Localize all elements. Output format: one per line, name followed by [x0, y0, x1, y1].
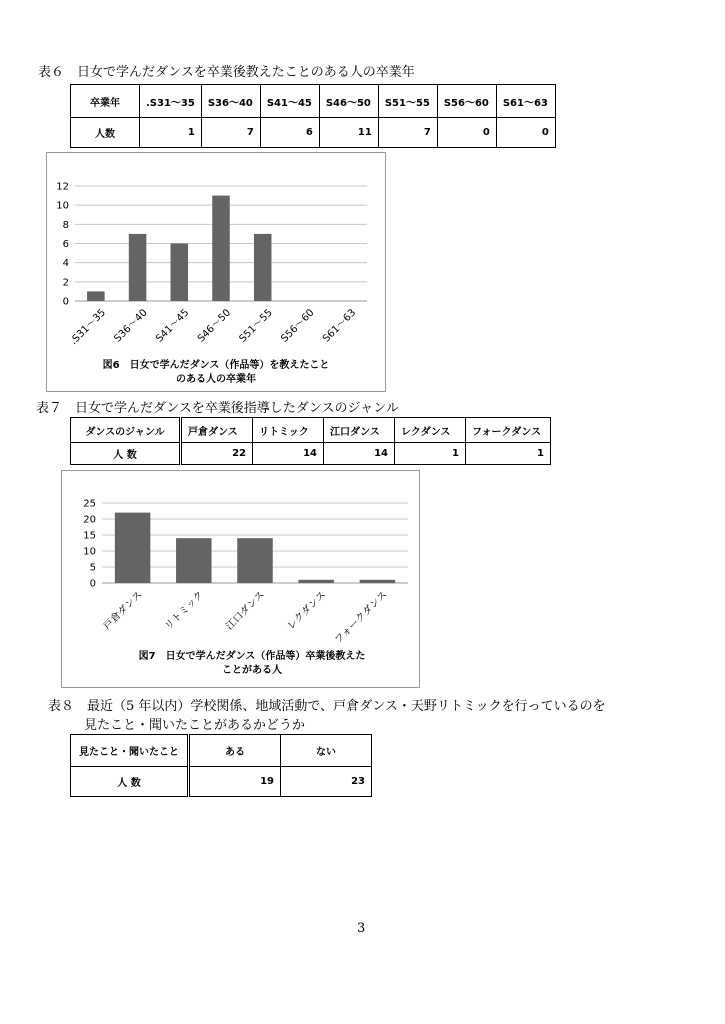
chart6-ytick-label: 0	[62, 296, 69, 308]
table7-caption: 表７ 日女で学んだダンスを卒業後指導したダンスのジャンル	[36, 401, 399, 416]
table8-value-1: 23	[281, 767, 372, 797]
table6-value-5: 0	[437, 118, 496, 148]
table8-header-label: 見たこと・聞いたこと	[71, 735, 189, 767]
table6-col-4: S51～55	[378, 85, 437, 118]
chart7-category-label: レクダンス	[285, 589, 329, 633]
chart7-category-label: フォークダンス	[332, 589, 390, 646]
table7-value-3: 1	[395, 443, 466, 465]
table7-value-2: 14	[324, 443, 395, 465]
chart7-ytick-label: 25	[83, 498, 96, 510]
chart7-bar	[237, 538, 272, 583]
chart7-bar	[360, 580, 395, 583]
table6-row-label: 人数	[71, 118, 140, 148]
figure7-caption	[102, 650, 402, 678]
chart7-bar	[298, 580, 333, 583]
figure6-chart	[47, 153, 385, 391]
chart7-category-label: 江口ダンス	[224, 589, 268, 633]
chart6-ytick-label: 4	[62, 258, 69, 270]
table7-col-4: フォークダンス	[466, 418, 551, 443]
table6-value-1: 7	[201, 118, 260, 148]
table6-col-6: S61～63	[496, 85, 555, 118]
table8-caption-line2: 見たこと・聞いたことがあるかどうか	[84, 718, 306, 733]
table7-row-label: 人 数	[71, 443, 181, 465]
figure7-caption-line2: ことがある人	[222, 665, 282, 676]
chart6-ytick-label: 6	[62, 239, 69, 250]
figure7-caption-line1: 図7 日女で学んだダンス（作品等）卒業後教えた	[138, 651, 366, 662]
table8-col-0: ある	[189, 735, 281, 767]
table7	[70, 417, 551, 465]
table7-value-1: 14	[253, 443, 324, 465]
chart6-category-label: S51～55	[237, 307, 275, 345]
chart6-category-label: S61～63	[320, 307, 359, 345]
chart6-category-label: S46～50	[195, 307, 234, 345]
table6-col-3: S46～50	[319, 85, 378, 118]
figure7-box	[61, 470, 420, 688]
table8-col-1: ない	[281, 735, 372, 767]
table6-col-2: S41～45	[260, 85, 319, 118]
chart6-category-label: .S31～35	[68, 307, 108, 347]
table8	[70, 734, 372, 797]
page-number: 3	[357, 921, 366, 936]
figure6-caption-line1: 図6 日女で学んだダンス（作品等）を教えたこと	[102, 360, 330, 371]
table7-col-1: リトミック	[253, 418, 324, 443]
chart6-ytick-label: 12	[56, 181, 69, 193]
chart6-category-label: S36～40	[112, 307, 150, 345]
table7-value-4: 1	[466, 443, 551, 465]
table6-value-4: 7	[378, 118, 437, 148]
table8-value-0: 19	[189, 767, 281, 797]
chart7-ytick-label: 20	[83, 514, 96, 526]
chart6-bar	[171, 244, 189, 302]
table6	[70, 84, 556, 148]
figure6-box	[46, 152, 386, 392]
chart6-ytick-label: 2	[62, 277, 69, 289]
table7-col-0: 戸倉ダンス	[181, 418, 253, 443]
chart6-ytick-label: 10	[56, 200, 69, 212]
table6-col-0: .S31～35	[140, 85, 202, 118]
table6-value-0: 1	[140, 118, 202, 148]
chart7-category-label: リトミック	[162, 589, 206, 633]
chart6-bar	[254, 234, 272, 301]
table6-header-label: 卒業年	[71, 85, 140, 118]
chart6-bar	[129, 234, 147, 301]
table6-col-1: S36～40	[201, 85, 260, 118]
table6-caption: 表６ 日女で学んだダンスを卒業後教えたことのある人の卒業年	[38, 65, 415, 80]
chart7-bar	[176, 538, 211, 583]
chart7-ytick-label: 10	[83, 546, 96, 558]
chart6-category-label: S56～60	[279, 307, 317, 345]
chart7-bar	[115, 513, 150, 583]
chart7-ytick-label: 15	[83, 530, 96, 542]
figure6-caption	[47, 359, 385, 387]
chart6-bar	[212, 196, 230, 301]
table7-col-2: 江口ダンス	[324, 418, 395, 443]
table6-value-3: 11	[319, 118, 378, 148]
chart6-category-label: S41～45	[154, 307, 192, 345]
table7-value-0: 22	[181, 443, 253, 465]
table8-row-label: 人 数	[71, 767, 189, 797]
table6-col-5: S56～60	[437, 85, 496, 118]
chart7-category-label: 戸倉ダンス	[101, 589, 145, 633]
table7-col-3: レクダンス	[395, 418, 466, 443]
figure6-caption-line2: のある人の卒業年	[176, 374, 256, 385]
chart7-ytick-label: 0	[89, 578, 96, 590]
chart6-ytick-label: 8	[62, 219, 69, 231]
chart7-ytick-label: 5	[89, 562, 96, 574]
chart6-bar	[87, 291, 105, 301]
table6-value-6: 0	[496, 118, 555, 148]
table8-caption-line1: 表８ 最近（5 年以内）学校関係、地域活動で、戸倉ダンス・天野リトミックを行っているのを	[48, 699, 606, 714]
table7-header-label: ダンスのジャンル	[71, 418, 181, 443]
table6-value-2: 6	[260, 118, 319, 148]
